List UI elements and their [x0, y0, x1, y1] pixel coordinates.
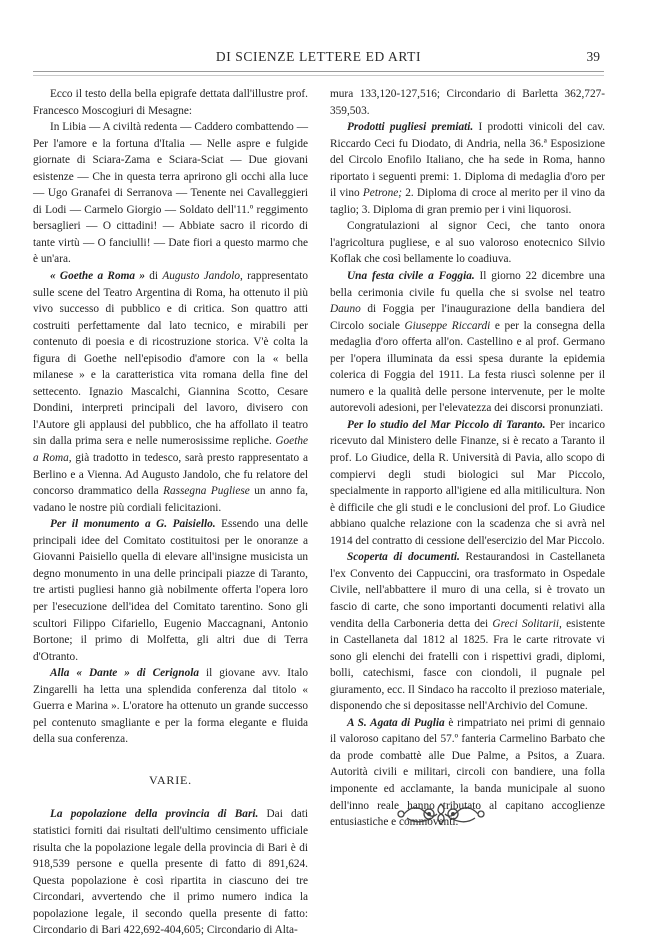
paragraph-heading: Scoperta di documenti.: [347, 551, 460, 564]
page-number: 39: [586, 49, 600, 64]
paragraph-heading: A S. Agata di Puglia: [347, 716, 445, 729]
paragraph: [33, 268, 308, 516]
body-text: di: [144, 270, 163, 283]
body-text: già tradotto in tedesco, sarà presto rappresentato a Berlino e a Vienna. Ad Augusto Jandolo, che fu relatore del concorso drammatico della: [33, 452, 308, 498]
body-text: Dai dati statistici forniti dai risultati dell'ultimo censimento ufficiale risulta che la popolazione legale della provincia di Bari è di 918,539 persone e quella presente di fatto di 891,624. Questa popolazione è così ripartita in ciascuno dei tre Circondari, avvertendo che il primo numero indica la popolazione legale, il secondo quella presente di fatto: Circondario di Bari 422,692-404,605; Circondario di Alta-: [33, 808, 308, 937]
italic-text: Petrone;: [362, 187, 403, 200]
paragraph: [330, 218, 605, 268]
paragraph-heading: Per lo studio del Mar Piccolo di Taranto.: [347, 418, 546, 431]
paragraph: [330, 549, 605, 714]
body-text: Il giorno 22 dicembre una bella cerimonia civile fu quella che si svolse nel teatro: [330, 270, 606, 299]
paragraph: [33, 86, 308, 119]
paragraph-heading: Alla « Dante » di Cerignola: [50, 667, 200, 680]
body-text: il giovane avv. Italo Zingarelli ha letta una splendida conferenza dal titolo « Guerra e Marina ». L'oratore ha ottenuto un grande successo pel contenuto smagliante e per la forma elegante e fluida della sua conferenza.: [33, 667, 308, 746]
paragraph: [330, 86, 605, 119]
paragraph-heading: Una festa civile a Foggia.: [347, 270, 475, 283]
body-text: Essendo una delle principali idee del Comitato costituitosi per le onoranze a Giovanni Paisiello quella di elevare all'insigne musicista un degno monumento in una delle principali piazze di Taranto, tre artisti pugliesi hanno già nobilmente offerta l'opera loro per l'esecuzione dell'idea del Comitato tarentino. Sono gli scultori Filippo Cifariello, Eugenio Maccagnani, Antonio Bortone; il primo di Molfetta, gli altri due di Terra d'Otranto.: [33, 518, 308, 663]
right-column: [330, 86, 605, 831]
paragraph: [33, 516, 308, 665]
body-text: esistente in Castellaneta dal 1812 al 1825. Fra le carte ritrovate vi sono gli elenchi dei fratelli con i rispettivi gradi, diplomi, bolli, catechismi, fasce con ciondoli, il pugnale pel giuramento, ecc. Il Sindaco ha raccolto il prezioso materiale, disponendo che si depositasse nell'Archivio del Comune.: [330, 617, 605, 713]
paragraph: [330, 268, 605, 417]
paragraph: [33, 119, 308, 268]
ornament-icon: [395, 800, 487, 828]
italic-text: Dauno: [330, 303, 361, 316]
italic-text: Giuseppe Riccardi: [404, 319, 491, 332]
paragraph-heading: La popolazione della provincia di Bari.: [50, 808, 259, 821]
body-text: Per incarico ricevuto dal Ministero delle Finanze, si è recato a Taranto il prof. Lo Giudice, della R. Università di Pavia, allo scopo di compiervi degli studi biologici sul Mar Piccolo, specialmente in rapporto all'igiene ed alla mitilicultura. Non è difficile che gli studi e le conclusioni del prof. Lo Giudice abbiano qualche relazione con la scadenza che si avrà nel 1914 del contratto di cessione dell'esercizio del Mar Piccolo.: [330, 418, 605, 547]
paragraph-heading: Per il monumento a G. Paisiello.: [50, 518, 216, 531]
body-text: In Libia — A civiltà redenta — Caddero combattendo — Per l'amore e la fortuna d'Italia — Nelle aspre e fulgide giornate di Sciara-Zama e Sciara-Sciat — Due giovani esistenze — Che in questa terra aprirono gli occhi alla luce — Ugo Granafei di Serranova — Tenente nei Cavalleggieri di Lodi — Carmelo Giorgio — Soldato dell'11.º reggimento bersaglieri — O cittadini! — Abbiate sacro il ricordo di tante virtù — O fanciulli! — Date fiori a questo marmo che è un'ara.: [33, 121, 308, 266]
body-text: mura 133,120-127,516; Circondario di Barletta 362,727-359,503.: [330, 88, 605, 117]
paragraph-heading: Prodotti pugliesi premiati.: [347, 121, 474, 134]
italic-text: Goethe a Roma,: [33, 435, 308, 465]
body-text: 2. Diploma di croce al merito per il vino da taglio; 3. Diploma di gran premio per i vini liquorosi.: [330, 187, 606, 216]
italic-text: Greci Solitarii,: [492, 617, 562, 630]
header-rule: [33, 71, 604, 76]
paragraph: [330, 417, 605, 549]
left-column: [33, 86, 308, 939]
section-title: [33, 772, 308, 789]
body-text: I prodotti vinicoli del cav. Riccardo Ceci fu Diodato, di Andria, nella 36.ª Esposizione del Circolo Enofilo Italiano, che ha sede in Roma, hanno riportato i seguenti premi: 1. Diploma di medaglia d'oro per il vino: [330, 121, 605, 200]
body-text: e per la consegna della medaglia d'oro offerta all'on. Castellino e al prof. Germano per l'opera illuminata da essi spesa durante la epidemia colerica di Foggia del 1911. La festa riuscì solenne per il numero e la qualità delle persone intervenute, per le molte autorevoli adesioni, per l'elevatezza dei discorsi pronunziati.: [330, 319, 605, 415]
body-text: Congratulazioni al signor Ceci, che tanto onora l'agricoltura pugliese, e al suo valoroso enotecnico Silvio Koflak che così bellamente lo coadiuva.: [330, 220, 605, 266]
italic-text: Augusto Jandolo: [162, 270, 241, 283]
running-title: DI SCIENZE LETTERE ED ARTI: [215, 49, 422, 64]
paragraph: [33, 665, 308, 748]
body-text: Ecco il testo della bella epigrafe dettata dall'illustre prof. Francesco Moscogiuri di Mesagne:: [33, 88, 308, 117]
italic-text: Rassegna Pugliese: [163, 485, 250, 498]
body-text: è rimpatriato nei primi di gennaio il valoroso capitano del 57.º fanteria Carmelino Barbato che da prode combattè alle Due Palme, a Psitos, a Zuara. Autorità civili e militari, circoli con bandiere, una folla imponente ed acclamante, la banda municipale al suono dell'inno reale hanno tributato al capitano accoglienze entusiastiche e commoventi.: [330, 716, 606, 829]
body-text: un anno fa, vadano le nostre più cordiali felicitazioni.: [33, 485, 308, 514]
body-text: di Foggia per l'inaugurazione della bandiera del Circolo sociale: [330, 303, 605, 332]
paragraph: [33, 806, 308, 938]
running-head: [33, 49, 604, 67]
body-text: Restaurandosi in Castellaneta l'ex Convento dei Cappuccini, ora trasformato in Ospedale Civile, nell'abbattere il muro di una cella, si è trovato un fascio di carte, che sono importanti documenti relativi alla vendita della Carboneria detta dei: [330, 551, 605, 630]
paragraph-heading: « Goethe a Roma »: [50, 270, 145, 283]
body-text: VARIE.: [149, 772, 192, 787]
body-text: , rappresentato sulle scene del Teatro Argentina di Roma, ha ottenuto il più vivo successo di pubblico e di critica. Son quattro atti costruiti perfettamente dal lato tecnico, e mirabili per contenuto di poesia e di ricostruzione storica. V'è colta la figura di Goethe nell'episodio d'amore con la « bella milanese » e la caratteristica vita romana della fine del settecento. Ignazio Mascalchi, Giannina Scotto, Cesare Dondini, interpreti principali del lavoro, divisero con l'Autore gli applausi del pubblico, che ha affollato il teatro sin dalla prima sera e nelle numerosissime repliche.: [33, 270, 309, 448]
paragraph: [330, 119, 605, 218]
